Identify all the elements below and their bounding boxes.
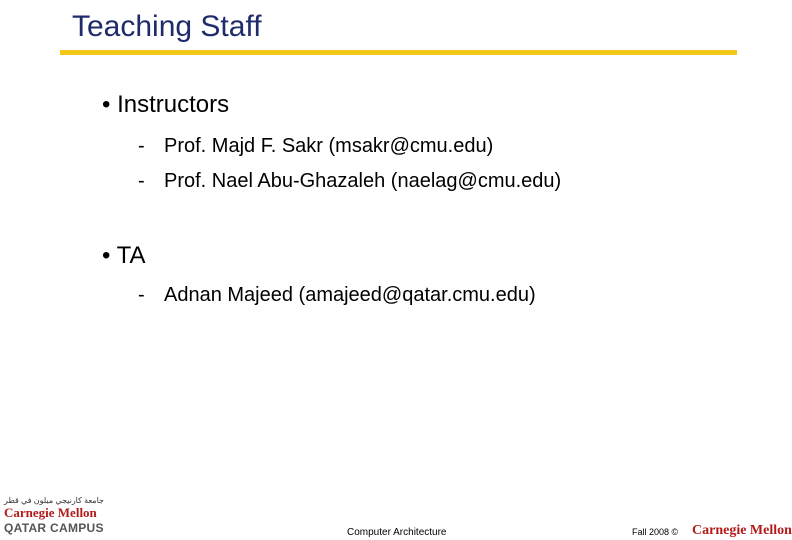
dash-marker: - xyxy=(138,284,145,306)
ta-1: Adnan Majeed (amajeed@qatar.cmu.edu) xyxy=(164,284,536,306)
instructor-1: Prof. Majd F. Sakr (msakr@cmu.edu) xyxy=(164,135,494,157)
dash-marker: - xyxy=(138,135,145,157)
cmu-qatar-logo xyxy=(4,496,104,536)
slide-title: Teaching Staff xyxy=(72,10,262,43)
logo-campus-text: QATAR CAMPUS xyxy=(4,521,104,535)
cmu-logo: Carnegie Mellon xyxy=(692,523,792,538)
instructor-2: Prof. Nael Abu-Ghazaleh (naelag@cmu.edu) xyxy=(164,170,562,192)
logo-name-text: Carnegie Mellon xyxy=(4,505,97,520)
logo-arabic-text: جامعة كارنيجي ميلون في قطر xyxy=(4,496,104,505)
bullet-ta: • TA xyxy=(102,242,146,269)
title-underline xyxy=(60,50,737,55)
list-item xyxy=(138,170,561,193)
list-item xyxy=(138,284,536,307)
bullet-instructors: • Instructors xyxy=(102,91,230,118)
footer-term: Fall 2008 © xyxy=(632,527,679,537)
footer-course: Computer Architecture xyxy=(347,527,447,538)
list-item xyxy=(138,135,493,158)
dash-marker: - xyxy=(138,170,145,192)
